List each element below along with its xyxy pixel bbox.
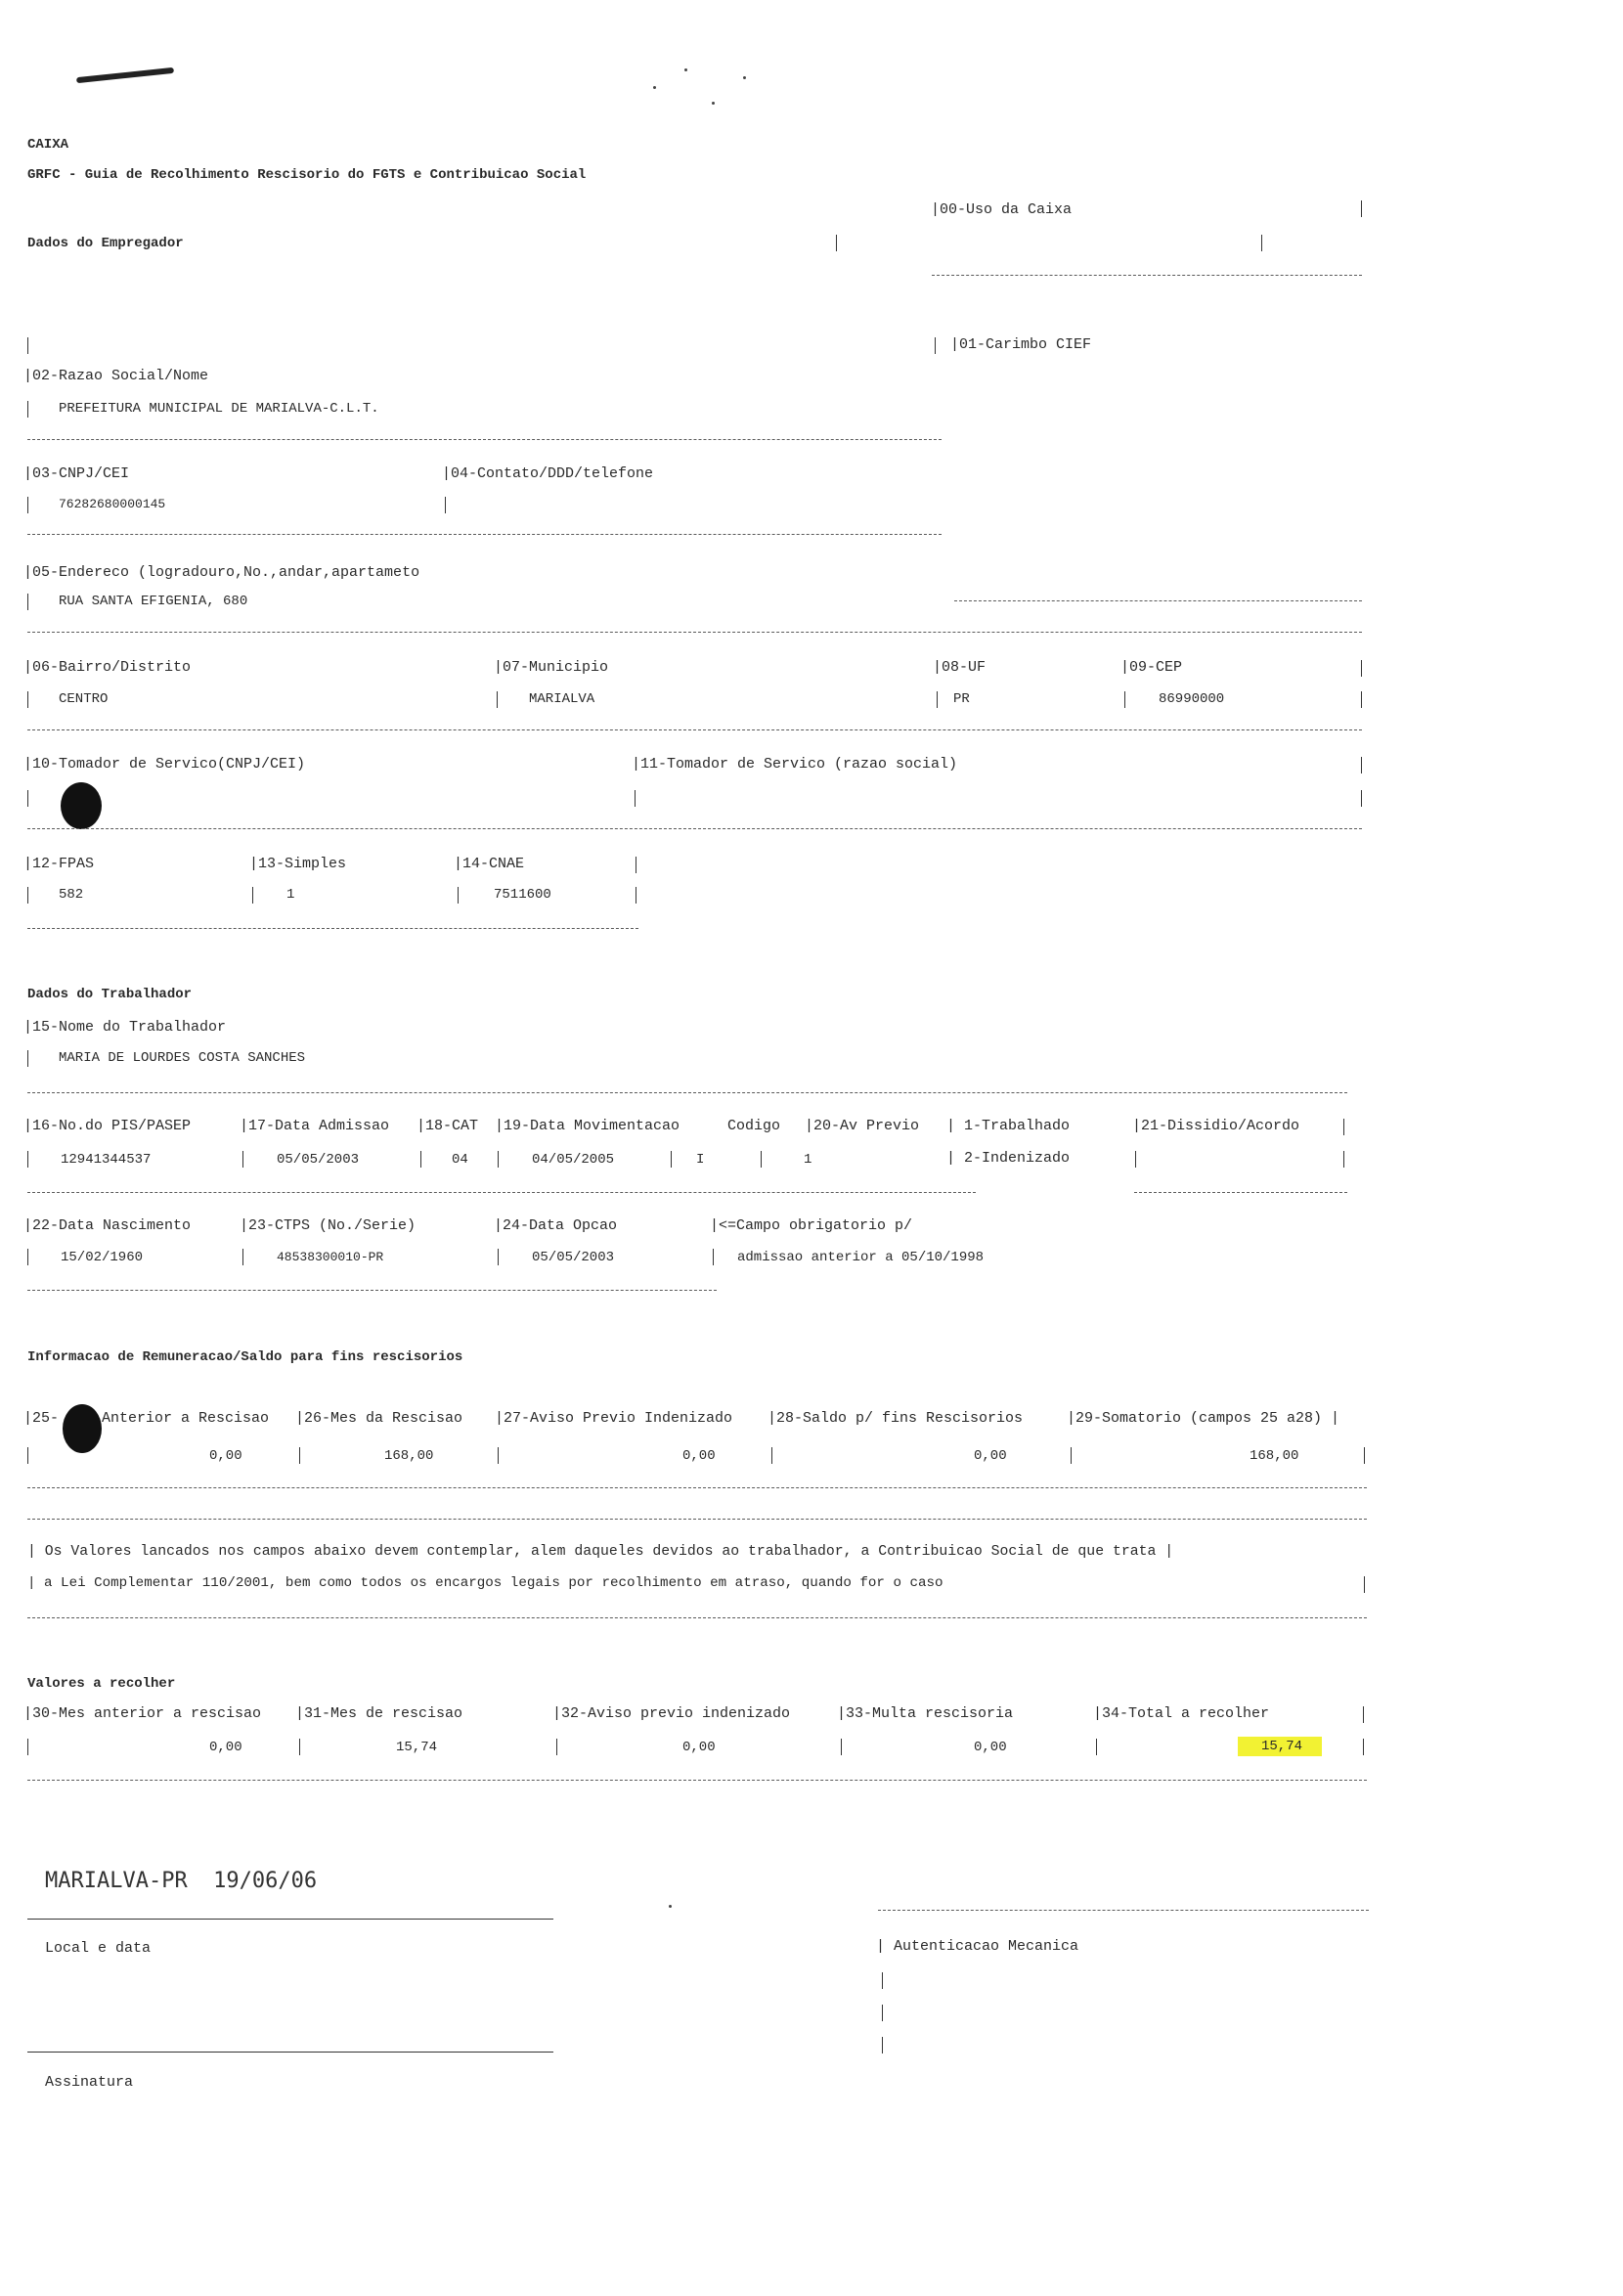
carimbo-left-border (935, 337, 936, 354)
row-pipe (841, 1739, 842, 1755)
row-pipe (635, 790, 636, 807)
opt-indenizado: | 2-Indenizado (946, 1150, 1071, 1167)
row-pipe (1364, 1576, 1365, 1593)
row-pipe (27, 401, 28, 418)
row-pipe (1361, 790, 1362, 807)
scan-speck (653, 86, 656, 89)
row-pipe (1343, 1151, 1344, 1168)
row-pipe (242, 1151, 243, 1168)
row-pipe (1096, 1739, 1097, 1755)
left-border (27, 337, 28, 354)
local-data-line (27, 1919, 553, 1920)
row-pipe (27, 1447, 28, 1464)
admissao-value: 05/05/2003 (277, 1152, 360, 1168)
row-pipe (1071, 1447, 1072, 1464)
bairro-value: CENTRO (59, 691, 109, 707)
autenticacao-border (882, 2005, 883, 2021)
punch-hole (61, 782, 102, 829)
pis-value: 12941344537 (61, 1152, 152, 1168)
codigo-value: I (696, 1152, 705, 1168)
row-pipe (420, 1151, 421, 1168)
punch-hole (63, 1404, 102, 1453)
cat-value: 04 (452, 1152, 468, 1168)
trabalhador-heading: Dados do Trabalhador (27, 987, 193, 1002)
movimentacao-label: |19-Data Movimentacao (495, 1118, 680, 1134)
nascimento-label: |22-Data Nascimento (23, 1217, 192, 1234)
autenticacao-border (882, 2037, 883, 2053)
row-pipe (771, 1447, 772, 1464)
carimbo-label: |01-Carimbo CIEF (950, 336, 1092, 353)
row-pipe (1361, 757, 1362, 773)
pis-label: |16-No.do PIS/PASEP (23, 1118, 192, 1134)
row-pipe (1364, 1447, 1365, 1464)
valores-heading: Valores a recolher (27, 1676, 176, 1692)
row-pipe (1343, 1119, 1344, 1135)
fpas-label: |12-FPAS (23, 856, 95, 872)
c26-label: |26-Mes da Rescisao (295, 1410, 463, 1427)
municipio-label: |07-Municipio (494, 659, 609, 676)
c25-label: |25- (23, 1410, 60, 1427)
cnpj-label: |03-CNPJ/CEI (23, 465, 130, 482)
empregador-heading: Dados do Empregador (27, 236, 184, 251)
row-pipe (27, 1050, 28, 1067)
row-pipe (445, 497, 446, 513)
row-pipe (27, 1249, 28, 1265)
row-pipe (242, 1249, 243, 1265)
c30-value: 0,00 (209, 1740, 242, 1755)
c32-value: 0,00 (682, 1740, 716, 1755)
simples-value: 1 (286, 887, 295, 903)
movimentacao-value: 04/05/2005 (532, 1152, 615, 1168)
row-pipe (498, 1447, 499, 1464)
opcao-label: |24-Data Opcao (494, 1217, 618, 1234)
contato-label: |04-Contato/DDD/telefone (442, 465, 654, 482)
dissidio-label: |21-Dissidio/Acordo (1132, 1118, 1300, 1134)
aviso-line-2: | a Lei Complementar 110/2001, bem como todos os encargos legais por recolhimento em atraso, quando for o caso (27, 1575, 943, 1591)
row-separator (27, 1617, 1367, 1618)
row-separator (27, 729, 1362, 730)
cep-label: |09-CEP (1120, 659, 1183, 676)
c26-value: 168,00 (384, 1448, 434, 1464)
row-pipe (1361, 691, 1362, 708)
row-pipe (27, 691, 28, 708)
tomador-razao-label: |11-Tomador de Servico (razao social) (632, 756, 958, 773)
row-separator (27, 828, 1362, 829)
cep-value: 86990000 (1159, 691, 1225, 707)
row-pipe (671, 1151, 672, 1168)
row-pipe (498, 1249, 499, 1265)
opcao-value: 05/05/2003 (532, 1250, 615, 1265)
c31-value: 15,74 (396, 1740, 438, 1755)
row-pipe (761, 1151, 762, 1168)
avprevio-label: |20-Av Previo (805, 1118, 920, 1134)
row-pipe (27, 887, 28, 904)
nome-value: MARIA DE LOURDES COSTA SANCHES (59, 1050, 306, 1066)
c29-value: 168,00 (1250, 1448, 1299, 1464)
row-separator (27, 1290, 717, 1291)
uf-value: PR (953, 691, 970, 707)
row-pipe (937, 691, 938, 708)
aviso-line-1: | Os Valores lancados nos campos abaixo devem contemplar, alem daqueles devidos ao trabalhador, a Contribuicao Social de que trata | (27, 1544, 1174, 1560)
autenticacao-label: | Autenticacao Mecanica (876, 1938, 1079, 1955)
scan-speck (712, 102, 715, 105)
org-name: CAIXA (27, 137, 69, 153)
autenticacao-border (882, 1972, 883, 1989)
row-separator (27, 1780, 1367, 1781)
assinatura-label: Assinatura (45, 2074, 134, 2091)
ctps-label: |23-CTPS (No./Serie) (240, 1217, 417, 1234)
admissao-label: |17-Data Admissao (240, 1118, 390, 1134)
opt-trabalhado: | 1-Trabalhado (946, 1118, 1071, 1134)
row-pipe (27, 1739, 28, 1755)
nascimento-value: 15/02/1960 (61, 1250, 144, 1265)
row-pipe (27, 497, 28, 513)
row-pipe (1361, 660, 1362, 677)
endereco-label: |05-Endereco (logradouro,No.,andar,apartameto (23, 564, 420, 581)
c31-label: |31-Mes de rescisao (295, 1705, 463, 1722)
c25-label-rest: Anterior a Rescisao (102, 1410, 270, 1427)
local-data-label: Local e data (45, 1940, 152, 1957)
endereco-value: RUA SANTA EFIGENIA, 680 (59, 594, 248, 609)
scan-speck (743, 76, 746, 79)
scan-speck (684, 68, 687, 71)
c33-value: 0,00 (974, 1740, 1007, 1755)
row-separator (27, 1092, 1347, 1093)
carimbo-bottom-border (954, 600, 1362, 601)
row-pipe (1124, 691, 1125, 708)
row-pipe (498, 1151, 499, 1168)
row-pipe (497, 691, 498, 708)
cnae-label: |14-CNAE (454, 856, 525, 872)
row-pipe (556, 1739, 557, 1755)
document-title: GRFC - Guia de Recolhimento Rescisorio do FGTS e Contribuicao Social (27, 167, 587, 183)
row-separator (27, 1192, 976, 1193)
municipio-value: MARIALVA (529, 691, 595, 707)
row-separator (27, 928, 638, 929)
c34-label: |34-Total a recolher (1093, 1705, 1270, 1722)
tomador-cnpj-label: |10-Tomador de Servico(CNPJ/CEI) (23, 756, 306, 773)
row-pipe (458, 887, 459, 904)
c30-label: |30-Mes anterior a rescisao (23, 1705, 262, 1722)
c34-value-highlighted: 15,74 (1238, 1737, 1322, 1756)
c27-label: |27-Aviso Previo Indenizado (495, 1410, 733, 1427)
local-data-value: MARIALVA-PR 19/06/06 (45, 1869, 318, 1893)
row-separator (1134, 1192, 1347, 1193)
row-separator (27, 1487, 1367, 1488)
autenticacao-top-border (878, 1910, 1369, 1911)
cnpj-value: 76282680000145 (59, 497, 166, 511)
row-pipe (1363, 1739, 1364, 1755)
remuneracao-heading: Informacao de Remuneracao/Saldo para fins rescisorios (27, 1349, 463, 1365)
row-pipe (27, 1151, 28, 1168)
row-separator (27, 1519, 1367, 1520)
fpas-value: 582 (59, 887, 84, 903)
c25-value: 0,00 (209, 1448, 242, 1464)
codigo-label: Codigo (727, 1118, 781, 1134)
ctps-value: 48538300010-PR (277, 1250, 384, 1264)
avprevio-value: 1 (804, 1152, 812, 1168)
uso-caixa-right-border (1361, 200, 1362, 217)
c29-label: |29-Somatorio (campos 25 a28) | (1067, 1410, 1340, 1427)
row-pipe (299, 1447, 300, 1464)
scan-speck (669, 1905, 672, 1908)
row-separator (27, 534, 942, 535)
row-separator (27, 632, 1362, 633)
campo-note-1: |<=Campo obrigatorio p/ (710, 1217, 913, 1234)
uso-caixa-inner-border (1261, 235, 1262, 251)
empregador-heading-pipe (836, 235, 837, 251)
c33-label: |33-Multa rescisoria (837, 1705, 1014, 1722)
razao-value: PREFEITURA MUNICIPAL DE MARIALVA-C.L.T. (59, 401, 379, 417)
cat-label: |18-CAT (417, 1118, 479, 1134)
row-pipe (27, 594, 28, 610)
row-pipe (1135, 1151, 1136, 1168)
c28-value: 0,00 (974, 1448, 1007, 1464)
assinatura-line (27, 2052, 553, 2053)
row-separator (27, 439, 942, 440)
bairro-label: |06-Bairro/Distrito (23, 659, 192, 676)
uso-caixa-label: |00-Uso da Caixa (931, 201, 1073, 218)
pen-mark (76, 67, 174, 83)
row-pipe (252, 887, 253, 904)
c32-label: |32-Aviso previo indenizado (552, 1705, 791, 1722)
c28-label: |28-Saldo p/ fins Rescisorios (768, 1410, 1024, 1427)
row-pipe (713, 1249, 714, 1265)
row-pipe (1363, 1706, 1364, 1723)
row-pipe (299, 1739, 300, 1755)
c27-value: 0,00 (682, 1448, 716, 1464)
nome-label: |15-Nome do Trabalhador (23, 1019, 227, 1036)
campo-note-2: admissao anterior a 05/10/1998 (737, 1250, 985, 1265)
uf-label: |08-UF (933, 659, 987, 676)
row-pipe (27, 790, 28, 807)
cnae-value: 7511600 (494, 887, 551, 903)
uso-caixa-bottom-border (932, 275, 1362, 276)
simples-label: |13-Simples (249, 856, 347, 872)
razao-label: |02-Razao Social/Nome (23, 368, 209, 384)
